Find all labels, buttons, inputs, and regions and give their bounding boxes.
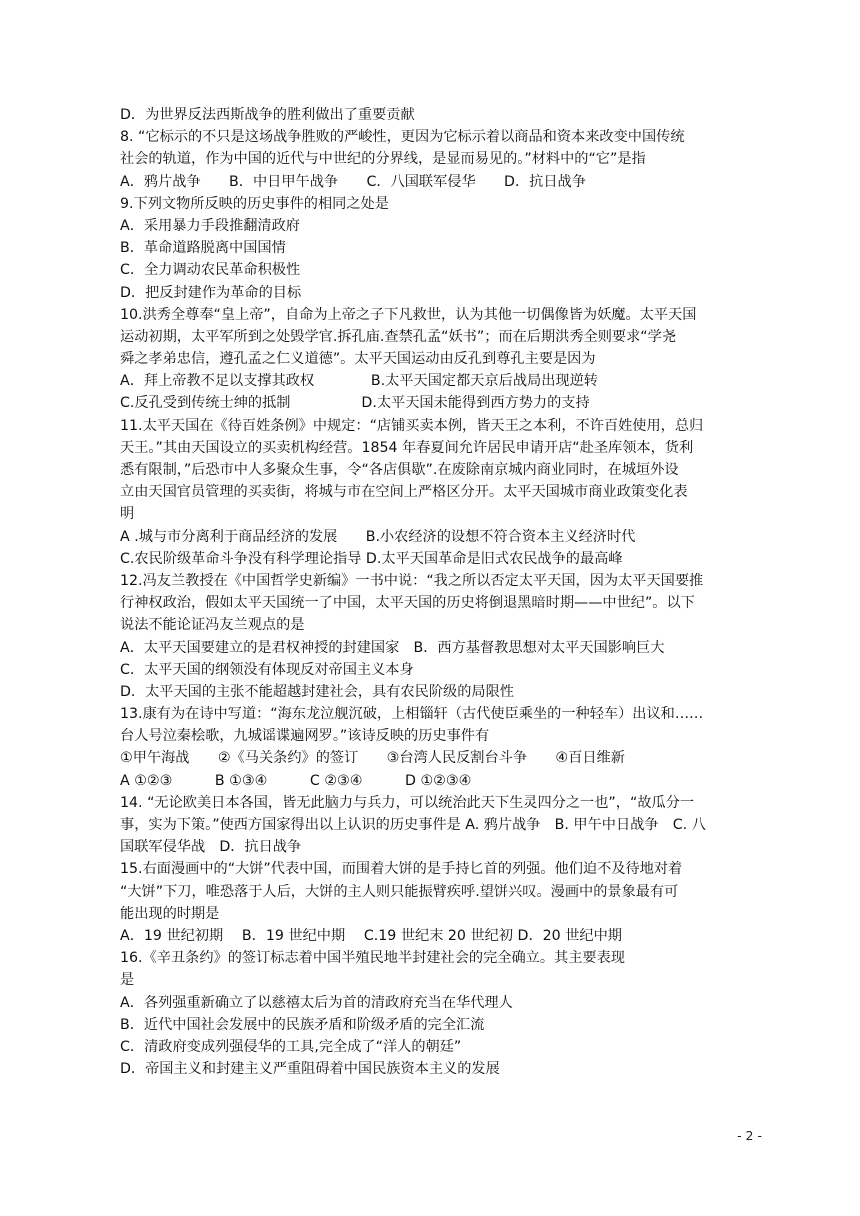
question-16-stem: 16.《辛丑条约》的签订标志着中国半殖民地半封建社会的完全确立。其主要表现: [120, 950, 625, 967]
text-line: 明: [120, 506, 135, 523]
option-line: A．太平天国要建立的是君权神授的封建国家 B．西方基督教思想对太平天国影响巨大: [120, 639, 665, 656]
option-line: C．清政府变成列强侵华的工具,完全成了“洋人的朝廷”: [120, 1038, 462, 1055]
text-line: 国联军侵华战 D．抗日战争: [120, 839, 302, 856]
option-line: C．太平天国的纲领没有体现反对帝国主义本身: [120, 661, 414, 678]
question-14-stem: 14. “无论欧美日本各国，皆无此脑力与兵力，可以统治此天下生灵四分之一也”，“故瓜分一: [120, 794, 695, 811]
option-line: A ①②③ B ①③④ C ②③④ D ①②③④: [120, 772, 472, 789]
question-10-stem: 10.洪秀全尊奉“皇上帝”，自命为上帝之子下凡救世，认为其他一切偶像皆为妖魔。太平天国: [120, 306, 697, 323]
text-line: 运动初期，太平军所到之处毁学官.拆孔庙.查禁孔孟“妖书”；而在后期洪秀全则要求“学尧: [120, 328, 677, 345]
text-line: 立由天国官员管理的买卖街，将城与市在空间上严格区分开。太平天国城市商业政策变化表: [120, 484, 688, 501]
option-line: B．革命道路脱离中国国情: [120, 240, 286, 257]
text-line: 舜之孝弟忠信，遵孔孟之仁义道德”。太平天国运动由反孔到尊孔主要是因为: [120, 351, 596, 368]
option-line: A．拜上帝教不足以支撑其政权 B.太平天国定都天京后战局出现逆转: [120, 373, 598, 390]
question-15-stem: 15.右面漫画中的“大饼”代表中国，而围着大饼的是手持匕首的列强。他们迫不及待地对着: [120, 861, 683, 878]
option-line: D．帝国主义和封建主义严重阻碍着中国民族资本主义的发展: [120, 1061, 500, 1078]
text-line: 天王。”其由天国设立的买卖机构经营。1854 年春夏间允许居民申请开店“赴圣库领本，货利: [120, 439, 694, 456]
question-8-options: A．鸦片战争 B．中日甲午战争 C．八国联军侵华 D．抗日战争: [120, 173, 586, 190]
text-line: 社会的轨道，作为中国的近代与中世纪的分界线，是显而易见的。”材料中的“它”是指: [120, 151, 646, 168]
question-8-stem: 8. “它标示的不只是这场战争胜败的严峻性，更因为它标示着以商品和资本来改变中国传统: [120, 129, 685, 146]
option-line: D．太平天国的主张不能超越封建社会，具有农民阶级的局限性: [120, 683, 514, 700]
text-line: D．为世界反法西斯战争的胜利做出了重要贡献: [120, 107, 415, 123]
option-line: A．采用暴力手段推翻清政府: [120, 217, 300, 234]
text-line: 事，实为下策。”使西方国家得出以上认识的历史事件是 A. 鸦片战争 B. 甲午中日战争 C. 八: [120, 817, 706, 833]
text-line: 能出现的时期是: [120, 905, 220, 922]
option-line: A．19 世纪初期 B．19 世纪中期 C.19 世纪末 20 世纪初 D．20 世纪中期: [120, 927, 622, 944]
question-13-stem: 13.康有为在诗中写道：“海东龙泣舰沉破，上相锱轩（古代使臣乘坐的一种轻车）出议和……: [120, 706, 704, 723]
option-line: B．近代中国社会发展中的民族矛盾和阶级矛盾的完全汇流: [120, 1016, 485, 1033]
page-number: - 2 -: [737, 1128, 762, 1143]
option-line: C．全力调动农民革命积极性: [120, 262, 301, 279]
text-line: 悉有限制，”后恐市中人多聚众生事，令“各店俱歇”.在废除南京城内商业同时，在城垣外设: [120, 462, 679, 478]
option-line: A .城与市分离利于商品经济的发展 B.小农经济的设想不符合资本主义经济时代: [120, 528, 636, 545]
question-11-stem: 11.太平天国在《待百姓条例》中规定：“店铺买卖本例，皆天王之本利，不许百姓使用，总归: [120, 417, 704, 434]
question-12-stem: 12.冯友兰教授在《中国哲学史新编》一书中说：“我之所以否定太平天国，因为太平天国要推: [120, 572, 704, 589]
option-line: C.农民阶级革命斗争没有科学理论指导 D.太平天国革命是旧式农民战争的最高峰: [120, 550, 623, 567]
text-line: ①甲午海战 ②《马关条约》的签订 ③台湾人民反割台斗争 ④百日维新: [120, 750, 625, 767]
text-line: 台人号泣秦桧歌，九城谣谍遍网罗。”该诗反映的历史事件有: [120, 728, 490, 745]
option-line: A．各列强重新确立了以慈禧太后为首的清政府充当在华代理人: [120, 994, 513, 1011]
text-line: 说法不能论证冯友兰观点的是: [120, 617, 305, 634]
text-line: “大饼”下刀，唯恐落于人后，大饼的主人则只能振臂疾呼.望饼兴叹。漫画中的景象最有可: [120, 883, 679, 900]
exam-text-body: [120, 104, 770, 1080]
option-line: C.反孔受到传统士绅的抵制 D.太平天国未能得到西方势力的支持: [120, 395, 590, 412]
question-9-stem: 9.下列文物所反映的历史事件的相同之处是: [120, 195, 389, 212]
text-line: 行神权政治，假如太平天国统一了中国，太平天国的历史将倒退黑暗时期——中世纪”。以下: [120, 595, 695, 612]
text-line: 是: [120, 972, 135, 989]
option-line: D．把反封建作为革命的目标: [120, 284, 302, 301]
